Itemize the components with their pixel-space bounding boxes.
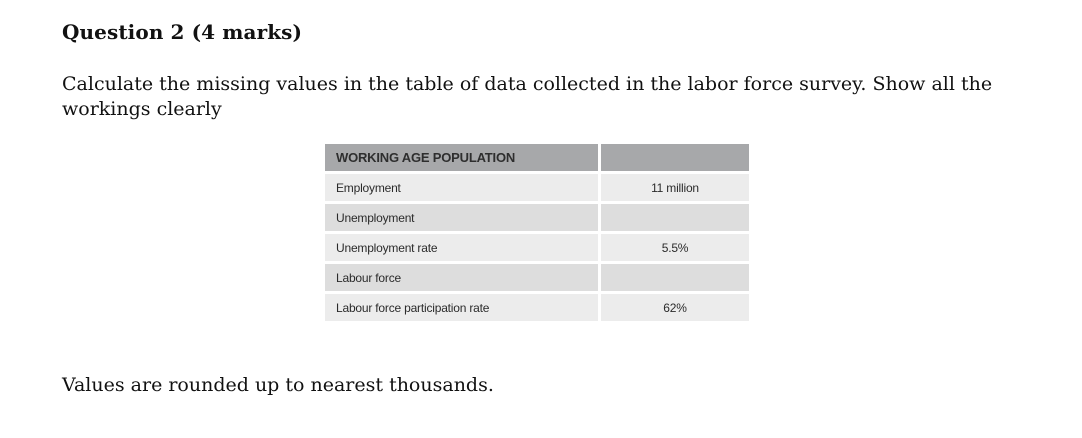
row-label: Labour force participation rate	[325, 294, 601, 324]
question-heading: Question 2 (4 marks)	[62, 20, 303, 44]
header-value-cell	[601, 144, 749, 174]
labour-force-table	[325, 144, 749, 324]
row-value: 11 million	[601, 174, 749, 204]
table-row-unemployment-rate	[325, 234, 749, 264]
row-label: Unemployment rate	[325, 234, 601, 264]
row-label: Employment	[325, 174, 601, 204]
row-value-missing	[601, 264, 749, 294]
table-row-labour-force	[325, 264, 749, 294]
question-instruction: Calculate the missing values in the table of data collected in the labor force survey. Show all the workings clearly	[62, 73, 993, 120]
row-value: 5.5%	[601, 234, 749, 264]
table-row-participation-rate	[325, 294, 749, 324]
rounding-note: Values are rounded up to nearest thousands.	[62, 374, 494, 396]
table-header-row	[325, 144, 749, 174]
row-value-missing	[601, 204, 749, 234]
table-row-unemployment	[325, 204, 749, 234]
row-value: 62%	[601, 294, 749, 324]
header-label-cell: WORKING AGE POPULATION	[325, 144, 601, 174]
table-row-employment	[325, 174, 749, 204]
row-label: Labour force	[325, 264, 601, 294]
row-label: Unemployment	[325, 204, 601, 234]
